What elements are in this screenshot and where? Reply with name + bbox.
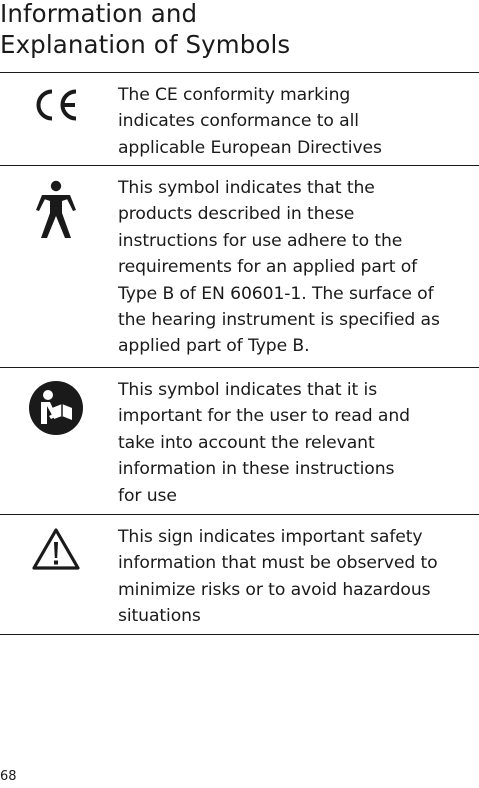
description-line: indicates conformance to all	[118, 111, 359, 132]
symbol-description	[118, 166, 478, 369]
description-line: The CE conformity marking	[118, 85, 351, 105]
ce-mark-icon	[0, 87, 112, 123]
description-line: the hearing instrument is specified as	[118, 310, 440, 331]
description-line: important for the user to read and	[118, 406, 410, 427]
read-instructions-icon	[0, 380, 112, 436]
symbol-row-read-instructions	[0, 367, 479, 514]
description-line: This symbol indicates that it is	[118, 380, 378, 400]
warning-triangle-icon	[0, 527, 112, 571]
description-line: applicable European Directives	[118, 137, 382, 158]
applied-part-type-b-icon	[0, 180, 112, 240]
symbol-row-type-b	[0, 165, 479, 367]
symbols-table	[0, 72, 479, 635]
description-line: Type B of EN 60601-1. The surface of	[118, 283, 434, 304]
description-line: instructions for use adhere to the	[118, 230, 403, 251]
page-number: 68	[0, 769, 17, 784]
description-line: This sign indicates important safety	[118, 527, 423, 547]
description-line: information in these instructions	[118, 459, 395, 480]
symbol-description	[118, 73, 478, 170]
description-line: for use	[118, 485, 177, 506]
description-line: information that must be observed to	[118, 553, 438, 574]
page-title	[0, 0, 479, 60]
description-line: This symbol indicates that the	[118, 178, 375, 198]
description-line: take into account the relevant	[118, 432, 375, 453]
description-line: situations	[118, 606, 201, 627]
description-line: applied part of Type B.	[118, 336, 310, 357]
description-line: requirements for an applied part of	[118, 257, 418, 278]
description-line: minimize risks or to avoid hazardous	[118, 579, 431, 600]
page-title-line-2: Explanation of Symbols	[0, 30, 291, 59]
symbol-row-ce	[0, 72, 479, 165]
page-title-line-1: Information and	[0, 0, 198, 28]
description-line: products described in these	[118, 204, 355, 225]
symbol-description	[118, 515, 478, 639]
symbol-row-warning	[0, 514, 479, 635]
symbol-description	[118, 368, 478, 518]
